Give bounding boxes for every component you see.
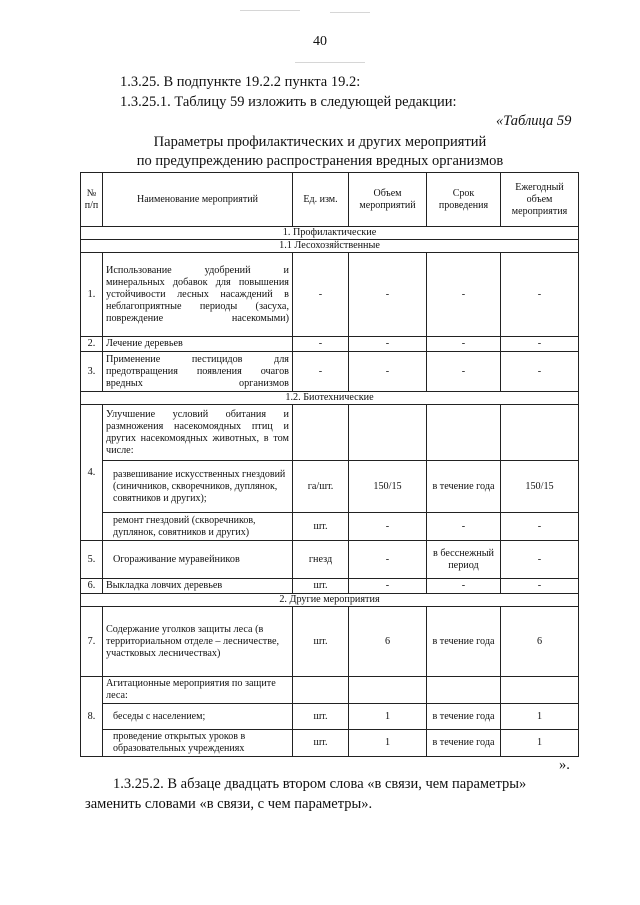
row-term: в течение года — [427, 730, 501, 757]
intro-line-1: 1.3.25. В подпункте 19.2.2 пункта 19.2: — [120, 74, 361, 90]
row-subitem-name: беседы с населением; — [103, 704, 293, 730]
closing-quote: ». — [559, 757, 570, 773]
row-volume: 1 — [349, 704, 427, 730]
row-unit: - — [293, 253, 349, 337]
row-volume: - — [349, 352, 427, 392]
table-reference: «Таблица 59 — [496, 113, 572, 129]
row-unit: - — [293, 352, 349, 392]
row-subitem-name: развешивание искусственных гнездовий (синичников, скворечников, дуплянок, совятников и других); — [103, 461, 293, 513]
row-annual: - — [501, 352, 579, 392]
row-num: 1. — [81, 253, 103, 337]
header-unit: Ед. изм. — [293, 173, 349, 227]
section-title: 1.2. Биотехнические — [81, 392, 579, 405]
title-line-1: Параметры профилактических и других мероприятий — [153, 134, 487, 150]
row-volume: - — [349, 513, 427, 541]
table-row — [81, 579, 579, 594]
section-row — [81, 240, 579, 253]
row-num: 4. — [81, 405, 103, 541]
table-row — [81, 730, 579, 757]
section-title: 2. Другие мероприятия — [81, 594, 579, 607]
row-term: - — [427, 253, 501, 337]
row-annual: 6 — [501, 607, 579, 677]
row-term: - — [427, 579, 501, 594]
row-num: 2. — [81, 337, 103, 352]
row-unit: шт. — [293, 730, 349, 757]
row-unit: шт. — [293, 607, 349, 677]
row-subitem-name: ремонт гнездовий (скворечников, дуплянок, совятников и других) — [103, 513, 293, 541]
row-unit: шт. — [293, 513, 349, 541]
scan-mark — [240, 10, 300, 11]
row-subitem-name: проведение открытых уроков в образовательных учреждениях — [103, 730, 293, 757]
row-annual: 150/15 — [501, 461, 579, 513]
header-num: № п/п — [81, 173, 103, 227]
row-annual: 1 — [501, 730, 579, 757]
row-annual: - — [501, 513, 579, 541]
table-row — [81, 704, 579, 730]
row-name: Применение пестицидов для предотвращения появления очагов вредных организмов — [103, 352, 293, 392]
table-row — [81, 352, 579, 392]
row-term: - — [427, 337, 501, 352]
scan-mark — [330, 12, 370, 13]
row-term: в бесснежный период — [427, 541, 501, 579]
table-row — [81, 541, 579, 579]
paragraph-2-line-1: 1.3.25.2. В абзаце двадцать втором слова «в связи, чем параметры» — [113, 776, 527, 792]
row-name: Огораживание муравейников — [103, 541, 293, 579]
row-unit: шт. — [293, 579, 349, 594]
row-annual: - — [501, 579, 579, 594]
paragraph-2 — [85, 774, 595, 814]
row-name: Лечение деревьев — [103, 337, 293, 352]
row-name: Содержание уголков защиты леса (в территориальном отделе – лесничестве, участковых лесничествах) — [103, 607, 293, 677]
header-annual: Ежегодный объем мероприятия — [501, 173, 579, 227]
row-num: 3. — [81, 352, 103, 392]
row-volume: - — [349, 579, 427, 594]
row-num: 8. — [81, 677, 103, 757]
row-term: - — [427, 352, 501, 392]
page-number: 40 — [313, 34, 327, 49]
row-num: 5. — [81, 541, 103, 579]
row-num: 7. — [81, 607, 103, 677]
section-row — [81, 392, 579, 405]
row-unit: шт. — [293, 704, 349, 730]
table-row — [81, 461, 579, 513]
row-annual: 1 — [501, 704, 579, 730]
header-term: Срок проведения — [427, 173, 501, 227]
table-row — [81, 677, 579, 704]
row-volume: 6 — [349, 607, 427, 677]
table-row — [81, 253, 579, 337]
row-volume: 150/15 — [349, 461, 427, 513]
table-row — [81, 607, 579, 677]
table-header-row — [81, 173, 579, 227]
row-name: Выкладка ловчих деревьев — [103, 579, 293, 594]
title-line-2: по предупреждению распространения вредных организмов — [136, 153, 504, 169]
row-volume: - — [349, 541, 427, 579]
document-title — [0, 133, 640, 171]
row-annual: - — [501, 541, 579, 579]
row-volume: - — [349, 253, 427, 337]
row-annual: - — [501, 337, 579, 352]
row-name: Улучшение условий обитания и размножения насекомоядных птиц и других насекомоядных животных, в том числе: — [103, 405, 293, 461]
row-annual: - — [501, 253, 579, 337]
row-unit: - — [293, 337, 349, 352]
row-unit: га/шт. — [293, 461, 349, 513]
row-term: в течение года — [427, 704, 501, 730]
section-row — [81, 594, 579, 607]
table-row — [81, 405, 579, 461]
section-title: 1.1 Лесохозяйственные — [81, 240, 579, 253]
table-row — [81, 337, 579, 352]
section-title: 1. Профилактические — [81, 227, 579, 240]
paragraph-2-line-2: заменить словами «в связи, с чем параметры». — [85, 796, 373, 812]
measures-table — [80, 172, 579, 757]
row-num: 6. — [81, 579, 103, 594]
scan-mark — [295, 62, 365, 63]
intro-line-2: 1.3.25.1. Таблицу 59 изложить в следующей редакции: — [120, 94, 457, 110]
row-volume: 1 — [349, 730, 427, 757]
header-name: Наименование мероприятий — [103, 173, 293, 227]
table-row — [81, 513, 579, 541]
row-term: в течение года — [427, 461, 501, 513]
row-name: Использование удобрений и минеральных добавок для повышения устойчивости лесных насаждений в неблагоприятные периоды (засуха, повреждение насекомыми) — [103, 253, 293, 337]
header-volume: Объем мероприятий — [349, 173, 427, 227]
row-name: Агитационные мероприятия по защите леса: — [103, 677, 293, 704]
section-row — [81, 227, 579, 240]
row-term: - — [427, 513, 501, 541]
row-unit: гнезд — [293, 541, 349, 579]
row-volume: - — [349, 337, 427, 352]
row-term: в течение года — [427, 607, 501, 677]
